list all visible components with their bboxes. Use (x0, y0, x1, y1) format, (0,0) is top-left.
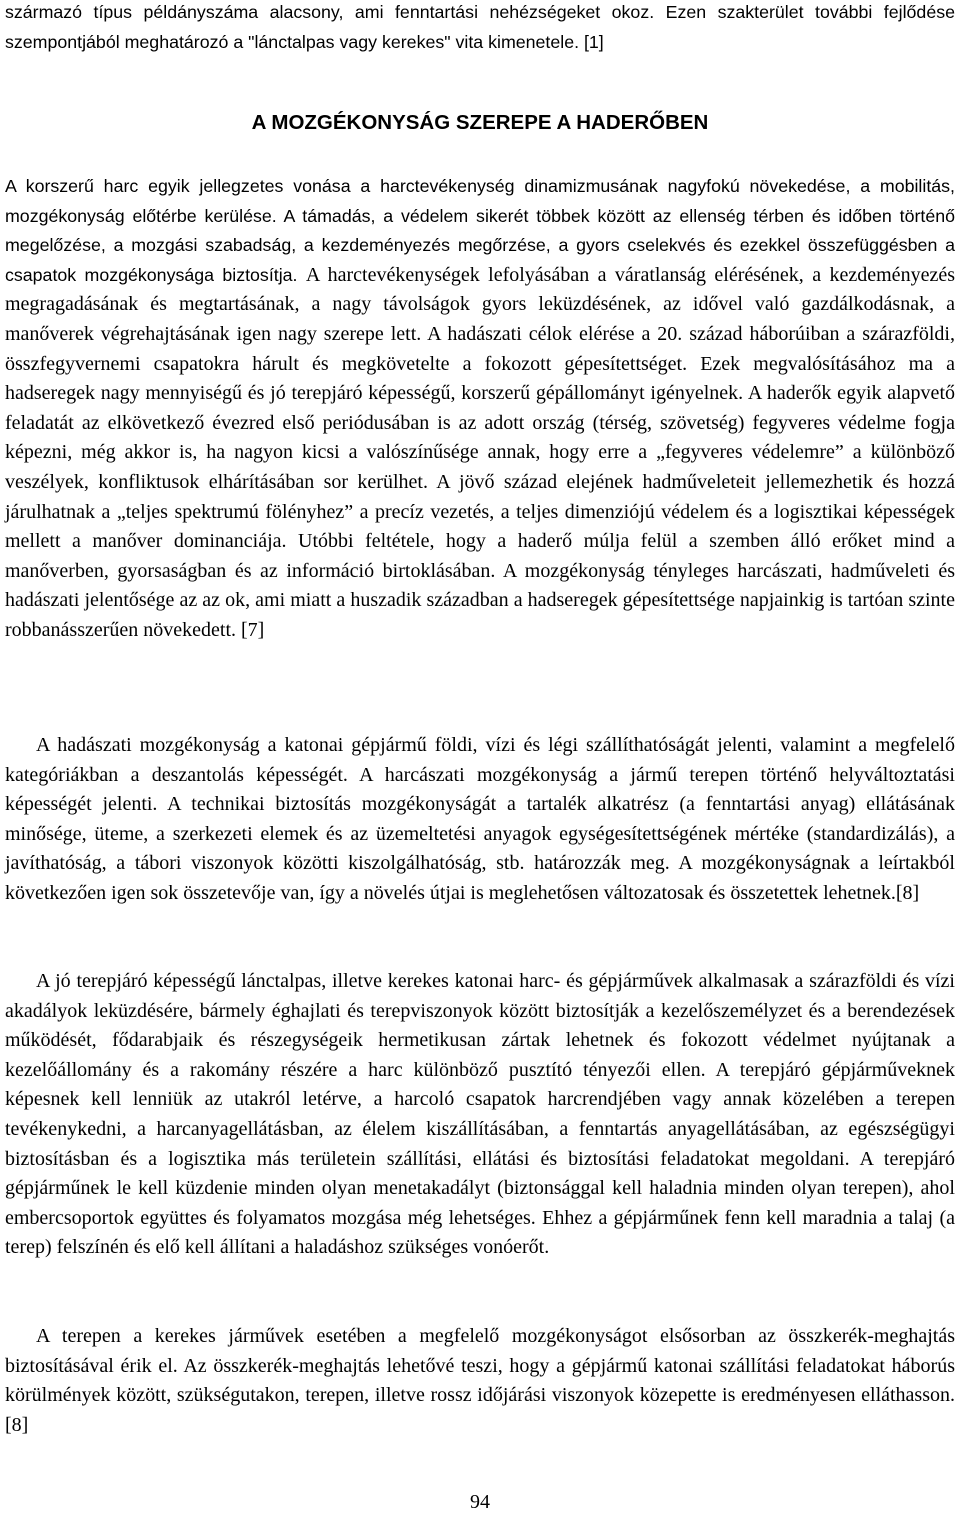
section-heading: A MOZGÉKONYSÁG SZEREPE A HADERŐBEN (251, 111, 709, 134)
paragraph-4 (5, 1322, 955, 1440)
paragraph-3 (5, 967, 955, 1263)
intro-paragraph: származó típus példányszáma alacsony, ami fenntartási nehézségeket okoz. Ezen szakterület további fejlődése szempontjából meghatározó a "lánctalpas vagy kerekes" vita kimenetele. [1] (5, 2, 955, 52)
paragraph-4-text: A terepen a kerekes járművek esetében a megfelelő mozgékonyságot elsősorban az összkerék-meghajtás biztosításával érik el. Az összkerék-meghajtás lehetővé teszi, hogy a gépjármű katonai szállítási feladatokat háborús körülmények között, szükségutakon, terepen, illetve rossz időjárási viszonyok közepette is eredményesen elláthasson. [8] (5, 1325, 955, 1436)
paragraph-3-text: A jó terepjáró képességű lánctalpas, illetve kerekes katonai harc- és gépjárművek alkalmasak a szárazföldi és vízi akadályok leküzdésére, bármely éghajlati és terepviszonyok között biztosítják a kezelőszemélyzet és a berendezések működését, fődarabjaik és részegységeik hermetikusan zártak lehetnek és fokozott védelmet nyújtanak a kezelőállomány és a rakomány részére a harc különböző pusztító tényezői ellen. A terepjáró gépjárműveknek képesnek kell lenniük az utakról letérve, a harcoló csapatok harcrendjében vagy annak közelében a terepen tevékenykedni, a harcanyagellátásban, az élelem kiszállításában, a fenntartás anyagellátásában, az egészségügyi biztosításban és a logisztika más területein szállítási, ellátási és biztosítási feladatokat megoldani. A terepjáró gépjárműnek le kell küzdenie minden olyan menetakadályt (biztonsággal kell haladnia minden olyan terepen), ahol embercsoportok együttes és folyamatos mozgása még lehetséges. Ehhez a gépjárműnek fenn kell maradnia a talaj (a terep) felszínén és elő kell állítani a haladáshoz szükséges vonóerőt. (5, 970, 955, 1259)
page-number: 94 (470, 1491, 490, 1513)
intro-block (5, 0, 955, 57)
paragraph-1-sans-part: A korszerű harc egyik jellegzetes vonása a harctevékenység dinamizmusának nagyfokú növekedése, a mobilitás, mozgékonyság előtérbe kerülése. A támadás, a védelem sikerét többek között az ellenség térben és időben történő megelőzése, a mozgási szabadság, a kezdeményezés megőrzése, a gyors cselekvés és ezekkel összefüggésben a csapatok mozgékonysága biztosítja. (5, 176, 955, 285)
paragraph-1-text (5, 172, 955, 646)
paragraph-1-serif-part: A harctevékenységek lefolyásában a váratlanság elérésének, a kezdeményezés megragadásának és megtartásának, a nagy távolságok gyors leküzdésének, az idővel való gazdálkodásnak, a manőverek végrehajtásának igen nagy szerepe lett. A hadászati célok elérése a 20. század háborúiban a szárazföldi, összfegyvernemi csapatokra hárult és megkövetelte a fokozott gépesítettséget. Ezek megvalósításához ma a hadseregek nagy mennyiségű és jó terepjáró képességű, korszerű gépállományt igényelnek. A haderők egyik alapvető feladatát az elkövetkező évezred első periódusában is az adott ország (térség, szövetség) fegyveres védelme fogja képezni, még akkor is, ha nagyon kicsi a valószínűsége annak, hogy erre a „fegyveres védelemre” a különböző veszélyek, konfliktusok elhárításában sor kerülhet. A jövő század elejének hadműveleteit jellemezhetik és hozzá járulhatnak a „teljes spektrumú fölényhez” a precíz vezetés, a teljes dimenziójú védelem és a logisztikai képességek mellett a manőver dominanciája. Utóbbi feltétele, hogy a haderő múlja felül a szemben álló erőket mind a manőverben, gyorsaságban és az információ birtoklásában. A mozgékonyság tényleges harcászati, hadműveleti és hadászati jelentősége az az ok, ami miatt a huszadik században a hadseregek gépesítettsége napjainkig is tartóan szinte robbanásszerűen növekedett. [7] (5, 263, 955, 641)
paragraph-1 (5, 172, 955, 646)
paragraph-2 (5, 731, 955, 909)
paragraph-2-text: A hadászati mozgékonyság a katonai gépjármű földi, vízi és légi szállíthatóságát jelenti, valamint a megfelelő kategóriákban a deszantolás képességét. A harcászati mozgékonyság a jármű terepen történő helyváltoztatási képességét jelenti. A technikai biztosítás mozgékonyságát a tartalék alkatrész (a fenntartási anyag) ellátásának minősége, üteme, a szerkezeti elemek és az üzemeltetési anyagok egységesítettségének mértéke (standardizálás), a javíthatóság, a tábori viszonyok közötti kiszolgálhatóság, stb. határozzák meg. A mozgékonyságnak a leírtakból következően igen sok összetevője van, így a növelés útjai is meglehetősen változatosak és összetettek lehetnek.[8] (5, 734, 955, 904)
